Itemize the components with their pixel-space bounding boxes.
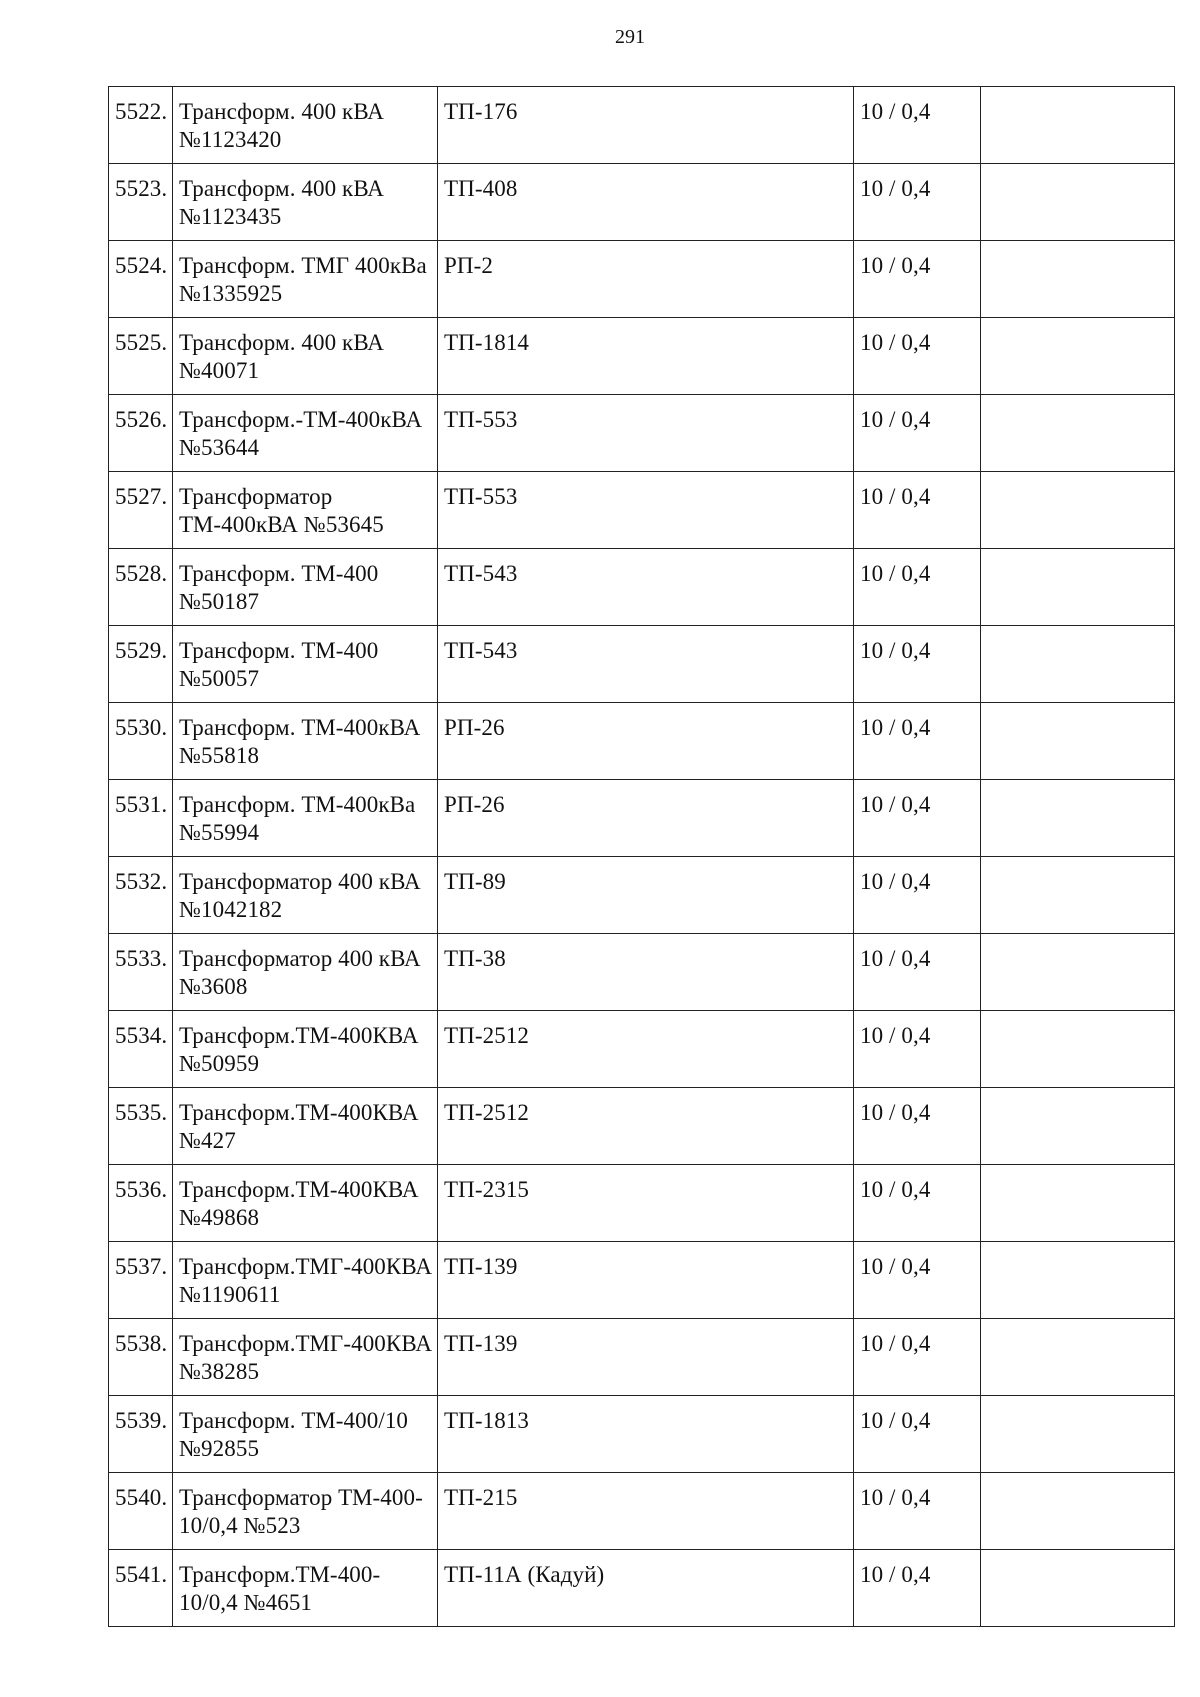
table-row xyxy=(109,549,1175,626)
voltage-cell: 10 / 0,4 xyxy=(854,1550,981,1627)
page-number: 291 xyxy=(615,26,645,48)
extra-cell xyxy=(981,1165,1175,1242)
extra-cell xyxy=(981,857,1175,934)
voltage-cell: 10 / 0,4 xyxy=(854,549,981,626)
location-cell: ТП-2512 xyxy=(438,1011,854,1088)
table-row xyxy=(109,395,1175,472)
extra-cell xyxy=(981,549,1175,626)
extra-cell xyxy=(981,472,1175,549)
table-row xyxy=(109,1396,1175,1473)
voltage-cell: 10 / 0,4 xyxy=(854,164,981,241)
equipment-name-cell: Трансформатор ТМ-400кВА №53645 xyxy=(173,472,438,549)
voltage-cell: 10 / 0,4 xyxy=(854,934,981,1011)
equipment-name-cell: Трансформ.ТМ-400-10/0,4 №4651 xyxy=(173,1550,438,1627)
extra-cell xyxy=(981,934,1175,1011)
location-cell: ТП-139 xyxy=(438,1319,854,1396)
location-cell: ТП-408 xyxy=(438,164,854,241)
voltage-cell: 10 / 0,4 xyxy=(854,626,981,703)
location-cell: РП-2 xyxy=(438,241,854,318)
table-row xyxy=(109,1319,1175,1396)
location-cell: ТП-38 xyxy=(438,934,854,1011)
location-cell: ТП-553 xyxy=(438,472,854,549)
equipment-name-cell: Трансформ. ТМ-400кВа №55994 xyxy=(173,780,438,857)
location-cell: ТП-543 xyxy=(438,549,854,626)
location-cell: ТП-543 xyxy=(438,626,854,703)
equipment-name-cell: Трансформ. ТМ-400/10 №92855 xyxy=(173,1396,438,1473)
voltage-cell: 10 / 0,4 xyxy=(854,857,981,934)
row-number-cell: 5526. xyxy=(109,395,173,472)
equipment-name-cell: Трансформ.-ТМ-400кВА №53644 xyxy=(173,395,438,472)
extra-cell xyxy=(981,1242,1175,1319)
row-number-cell: 5534. xyxy=(109,1011,173,1088)
table-row xyxy=(109,1242,1175,1319)
table-row xyxy=(109,1473,1175,1550)
equipment-name-cell: Трансформ. ТМ-400 №50057 xyxy=(173,626,438,703)
extra-cell xyxy=(981,164,1175,241)
equipment-name-cell: Трансформатор 400 кВА №1042182 xyxy=(173,857,438,934)
equipment-name-cell: Трансформ.ТМ-400КВА №427 xyxy=(173,1088,438,1165)
equipment-name-cell: Трансформ. ТМ-400кВА №55818 xyxy=(173,703,438,780)
location-cell: ТП-89 xyxy=(438,857,854,934)
equipment-name-cell: Трансформатор ТМ-400-10/0,4 №523 xyxy=(173,1473,438,1550)
extra-cell xyxy=(981,1396,1175,1473)
row-number-cell: 5537. xyxy=(109,1242,173,1319)
table-body xyxy=(109,87,1175,1627)
location-cell: ТП-2512 xyxy=(438,1088,854,1165)
voltage-cell: 10 / 0,4 xyxy=(854,395,981,472)
voltage-cell: 10 / 0,4 xyxy=(854,1088,981,1165)
table-row xyxy=(109,780,1175,857)
row-number-cell: 5527. xyxy=(109,472,173,549)
extra-cell xyxy=(981,626,1175,703)
row-number-cell: 5524. xyxy=(109,241,173,318)
equipment-name-cell: Трансформ.ТМ-400КВА №50959 xyxy=(173,1011,438,1088)
location-cell: ТП-553 xyxy=(438,395,854,472)
location-cell: РП-26 xyxy=(438,780,854,857)
extra-cell xyxy=(981,318,1175,395)
row-number-cell: 5535. xyxy=(109,1088,173,1165)
voltage-cell: 10 / 0,4 xyxy=(854,87,981,164)
row-number-cell: 5536. xyxy=(109,1165,173,1242)
row-number-cell: 5533. xyxy=(109,934,173,1011)
extra-cell xyxy=(981,395,1175,472)
table-row xyxy=(109,241,1175,318)
table-row xyxy=(109,857,1175,934)
equipment-table xyxy=(108,86,1175,1627)
location-cell: ТП-1813 xyxy=(438,1396,854,1473)
table-row xyxy=(109,87,1175,164)
extra-cell xyxy=(981,1088,1175,1165)
row-number-cell: 5531. xyxy=(109,780,173,857)
location-cell: ТП-139 xyxy=(438,1242,854,1319)
row-number-cell: 5528. xyxy=(109,549,173,626)
table-row xyxy=(109,164,1175,241)
extra-cell xyxy=(981,1550,1175,1627)
location-cell: ТП-215 xyxy=(438,1473,854,1550)
row-number-cell: 5530. xyxy=(109,703,173,780)
row-number-cell: 5540. xyxy=(109,1473,173,1550)
equipment-name-cell: Трансформ. 400 кВА №1123435 xyxy=(173,164,438,241)
location-cell: ТП-1814 xyxy=(438,318,854,395)
voltage-cell: 10 / 0,4 xyxy=(854,241,981,318)
voltage-cell: 10 / 0,4 xyxy=(854,1396,981,1473)
row-number-cell: 5532. xyxy=(109,857,173,934)
row-number-cell: 5523. xyxy=(109,164,173,241)
table-row xyxy=(109,703,1175,780)
voltage-cell: 10 / 0,4 xyxy=(854,1011,981,1088)
voltage-cell: 10 / 0,4 xyxy=(854,1319,981,1396)
extra-cell xyxy=(981,1473,1175,1550)
table-row xyxy=(109,1550,1175,1627)
extra-cell xyxy=(981,241,1175,318)
row-number-cell: 5525. xyxy=(109,318,173,395)
table-row xyxy=(109,472,1175,549)
equipment-name-cell: Трансформ.ТМГ-400КВА №38285 xyxy=(173,1319,438,1396)
equipment-name-cell: Трансформ.ТМГ-400КВА №1190611 xyxy=(173,1242,438,1319)
table-row xyxy=(109,1011,1175,1088)
extra-cell xyxy=(981,780,1175,857)
location-cell: ТП-2315 xyxy=(438,1165,854,1242)
table-row xyxy=(109,1088,1175,1165)
row-number-cell: 5541. xyxy=(109,1550,173,1627)
equipment-name-cell: Трансформатор 400 кВА №3608 xyxy=(173,934,438,1011)
equipment-name-cell: Трансформ. ТМГ 400кВа №1335925 xyxy=(173,241,438,318)
voltage-cell: 10 / 0,4 xyxy=(854,472,981,549)
location-cell: ТП-11А (Кадуй) xyxy=(438,1550,854,1627)
row-number-cell: 5539. xyxy=(109,1396,173,1473)
voltage-cell: 10 / 0,4 xyxy=(854,1473,981,1550)
table-row xyxy=(109,934,1175,1011)
table-row xyxy=(109,1165,1175,1242)
location-cell: РП-26 xyxy=(438,703,854,780)
equipment-name-cell: Трансформ.ТМ-400КВА №49868 xyxy=(173,1165,438,1242)
voltage-cell: 10 / 0,4 xyxy=(854,703,981,780)
extra-cell xyxy=(981,1011,1175,1088)
voltage-cell: 10 / 0,4 xyxy=(854,318,981,395)
row-number-cell: 5538. xyxy=(109,1319,173,1396)
equipment-name-cell: Трансформ. 400 кВА №40071 xyxy=(173,318,438,395)
voltage-cell: 10 / 0,4 xyxy=(854,780,981,857)
equipment-name-cell: Трансформ. 400 кВА №1123420 xyxy=(173,87,438,164)
extra-cell xyxy=(981,1319,1175,1396)
table-row xyxy=(109,318,1175,395)
table-row xyxy=(109,626,1175,703)
row-number-cell: 5529. xyxy=(109,626,173,703)
extra-cell xyxy=(981,703,1175,780)
voltage-cell: 10 / 0,4 xyxy=(854,1165,981,1242)
location-cell: ТП-176 xyxy=(438,87,854,164)
row-number-cell: 5522. xyxy=(109,87,173,164)
equipment-name-cell: Трансформ. ТМ-400 №50187 xyxy=(173,549,438,626)
extra-cell xyxy=(981,87,1175,164)
voltage-cell: 10 / 0,4 xyxy=(854,1242,981,1319)
